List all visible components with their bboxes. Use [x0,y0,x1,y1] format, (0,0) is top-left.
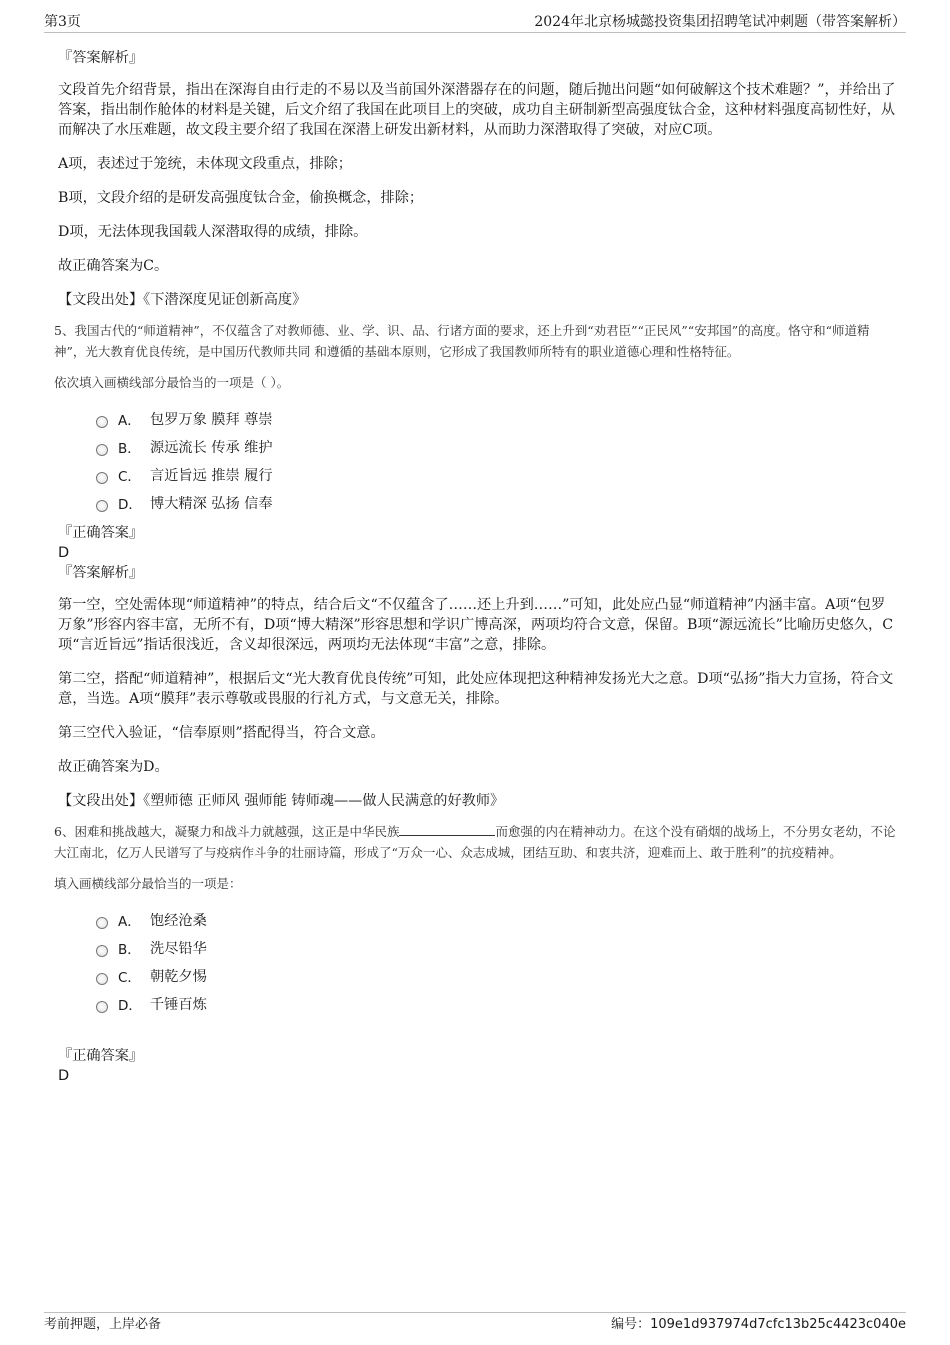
analysis-paragraph: 文段首先介绍背景，指出在深海自由行走的不易以及当前国外深潜器存在的问题，随后抛出问题“如何破解这个技术难题？”，并给出了答案，指出制作舱体的材料是关键，后文介绍了我国在此项目上的突破，成功自主研制新型高强度钛合金，这种材料强度高韧性好，从而解决了水压难题，故文段主要介绍了我国在深潜上研发出新材料，从而助力深潜取得了突破，对应C项。 [58,82,896,138]
analysis-option-b: B项，文段介绍的是研发高强度钛合金，偷换概念，排除； [58,190,424,206]
page-header [44,12,906,33]
analysis-conclusion: 故正确答案为D。 [58,759,169,775]
analysis-paragraph-1: 第一空，空处需体现“师道精神”的特点，结合后文“不仅蕴含了……还上升到……”可知，此处应凸显“师道精神”内涵丰富。A项“包罗万象”形容内容丰富，无所不有，D项“博大精深”形容思想和学识广博高深，两项均符合文意，保留。B项“源远流长”比喻历史悠久，C项“言近旨远”指话很浅近，含义却很深远，两项均无法体现“丰富”之意，排除。 [58,597,894,653]
correct-answer-tag: 『正确答案』 [58,1048,144,1064]
page-footer [44,1312,906,1332]
option-c[interactable]: C． 言近旨远 推崇 履行 [96,461,898,489]
question-5-stem: 5、我国古代的“师道精神”，不仅蕴含了对教师德、业、学、识、品、行诸方面的要求，还上升到“劝君臣”“正民风”“安邦国”的高度。恪守和“师道精神”，光大教育优良传统，是中国历代教师共同 和遵循的基础本原则，它形成了我国教师所特有的职业道德心理和性格特征。 [54,323,870,359]
radio-icon[interactable] [96,917,108,929]
analysis-paragraph-2: 第二空，搭配“师道精神”，根据后文“光大教育优良传统”可知，此处应体现把这种精神发扬光大之意。D项“弘扬”指大力宣扬，符合文意，当选。A项“膜拜”表示尊敬或畏服的行礼方式，与文意无关，排除。 [58,671,894,707]
correct-answer: D [58,1068,70,1084]
option-a[interactable]: A． 饱经沧桑 [96,906,898,934]
analysis-conclusion: 故正确答案为C。 [58,258,169,274]
option-c[interactable]: C． 朝乾夕惕 [96,962,898,990]
correct-answer-tag: 『正确答案』 [58,525,144,541]
radio-icon[interactable] [96,444,108,456]
document-id: 编号：109e1d937974d7cfc13b25c4423c040e [611,1317,906,1332]
analysis-paragraph-3: 第三空代入验证，“信奉原则”搭配得当，符合文意。 [58,725,385,741]
radio-icon[interactable] [96,973,108,985]
footer-slogan: 考前押题，上岸必备 [44,1317,162,1332]
radio-icon[interactable] [96,472,108,484]
document-title: 2024年北京杨城懿投资集团招聘笔试冲刺题（带答案解析） [534,14,906,30]
option-d[interactable]: D． 博大精深 弘扬 信奉 [96,489,898,517]
question-6-options [96,906,898,1018]
question-6-prompt: 填入画横线部分最恰当的一项是： [54,876,242,891]
page-number: 第3页 [44,14,81,30]
radio-icon[interactable] [96,416,108,428]
analysis-option-a: A项，表述过于笼统，未体现文段重点，排除； [58,156,352,172]
option-b[interactable]: B． 源远流长 传承 维护 [96,433,898,461]
option-d[interactable]: D． 千锤百炼 [96,990,898,1018]
question-5-options [96,405,898,517]
passage-source: 【文段出处】《塑师德 正师风 强师能 铸师魂——做人民满意的好教师》 [58,793,505,809]
option-a[interactable]: A． 包罗万象 膜拜 尊崇 [96,405,898,433]
radio-icon[interactable] [96,1001,108,1013]
question-6-stem: 6、困难和挑战越大，凝聚力和战斗力就越强，这正是中华民族 而愈强的内在精神动力。在这个没有硝烟的战场上，不分男女老幼，不论大江南北，亿万人民谱写了与疫病作斗争的壮丽诗篇，形成了“万众一心、众志成城，团结互助、和衷共济，迎难而上、敢于胜利”的抗疫精神。 [54,821,898,863]
fill-blank [399,821,495,836]
radio-icon[interactable] [96,500,108,512]
page-content [54,46,898,1086]
question-5-prompt: 依次填入画横线部分最恰当的一项是（ ）。 [54,375,290,390]
analysis-tag: 『答案解析』 [58,565,144,581]
option-b[interactable]: B． 洗尽铅华 [96,934,898,962]
passage-source: 【文段出处】《下潜深度见证创新高度》 [58,292,307,308]
correct-answer: D [58,545,70,561]
analysis-option-d: D项，无法体现我国载人深潜取得的成绩，排除。 [58,224,368,240]
analysis-tag: 『答案解析』 [58,50,144,66]
radio-icon[interactable] [96,945,108,957]
